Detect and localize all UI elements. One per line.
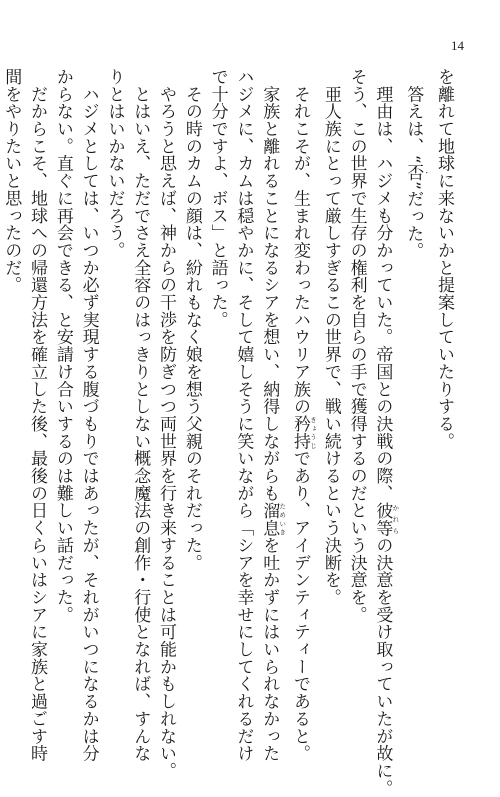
- text-segment: 家族と離れることになるシアを想い、納得しながらも: [259, 68, 280, 502]
- ruby-base: 彼等: [372, 501, 393, 537]
- page-number: 14: [451, 38, 464, 53]
- text-segment: を吐かずにはいられなかった: [259, 536, 280, 763]
- text-line: [152, 68, 178, 780]
- text-segment: からない。直ぐに再会できる、と安請け合いするのは難しい話だった。: [52, 68, 73, 624]
- text-line: [23, 68, 49, 762]
- ruby-annotated-word: [259, 501, 287, 537]
- text-line: [399, 68, 430, 668]
- text-segment: ハジメとしては、いつか必ず実現する腹づもりではあったが、それがいつになるかは分: [78, 68, 99, 762]
- text-segment: 亜人族にとって厳しすぎるこの世界で、戦い続けるという決断を。: [320, 68, 341, 606]
- text-line: [286, 68, 318, 763]
- text-segment: やろうと思えば、神からの干渉を防ぎつつ両世界を行き来することは可能かもしれない。: [156, 68, 177, 780]
- text-segment: の決意を受け取っていたが故に。: [372, 536, 393, 797]
- ruby-annotated-word: [372, 501, 400, 537]
- text-segment: とはいえ、ただでさえ全容のはっきりとしない概念魔法の創作・行使となれば、すんな: [130, 68, 151, 762]
- text-line: [75, 68, 101, 762]
- text-segment: 答えは、“: [403, 68, 424, 164]
- ruby-base: 溜息: [259, 501, 280, 537]
- text-segment: だからこそ、地球への帰還方法を確立した後、最後の日くらいはシアに家族と過ごす時: [27, 68, 48, 762]
- ruby-annotated-word: [290, 415, 318, 450]
- ruby-reading: ためいき: [278, 501, 287, 537]
- text-segment: りとはいかないだろう。: [104, 68, 125, 259]
- text-line: [369, 68, 400, 797]
- text-segment: 間をやりたいと思ったのだ。: [1, 68, 22, 294]
- text-segment: その時のカムの顔は、紛れもなく娘を想う父親のそれだった。: [181, 68, 202, 572]
- text-line: [430, 68, 456, 668]
- text-line: [178, 68, 204, 668]
- text-line: [101, 68, 127, 668]
- text-segment: を離れて地球に来ないかと提案していたりする。: [434, 68, 454, 450]
- text-segment: で十分ですよ、ボス」と語った。: [207, 68, 228, 329]
- text-segment: ”だった。: [403, 181, 424, 260]
- body-text: [1, 68, 456, 797]
- ruby-reading: かれら: [391, 501, 400, 537]
- text-segment: であり、アイデンティティーであると。: [290, 449, 311, 763]
- text-line: [126, 68, 152, 762]
- text-line: [49, 68, 75, 668]
- text-line: [0, 68, 23, 668]
- ruby-base: 矜持: [290, 415, 311, 450]
- ruby-annotated-word: [403, 163, 431, 182]
- ruby-base: 否: [403, 163, 424, 182]
- text-line: [255, 68, 287, 763]
- text-line: [343, 68, 369, 668]
- ruby-reading: きょうじ: [309, 415, 318, 450]
- ruby-reading: ・: [422, 163, 431, 182]
- text-line: [317, 68, 343, 668]
- text-segment: それこそが、生まれ変わったハウリア族の: [290, 68, 311, 415]
- text-line: [204, 68, 230, 668]
- text-line: [230, 68, 256, 762]
- text-segment: そう、この世界で生存の権利を自らの手で獲得するのだという決意を。: [346, 68, 367, 624]
- text-segment: ハジメに、カムは穏やかに、そして嬉しそうに笑いながら「シアを幸せにしてくれるだけ: [233, 68, 254, 762]
- text-segment: 理由は、ハジメも分かっていた。帝国との決戦の際、: [372, 68, 393, 502]
